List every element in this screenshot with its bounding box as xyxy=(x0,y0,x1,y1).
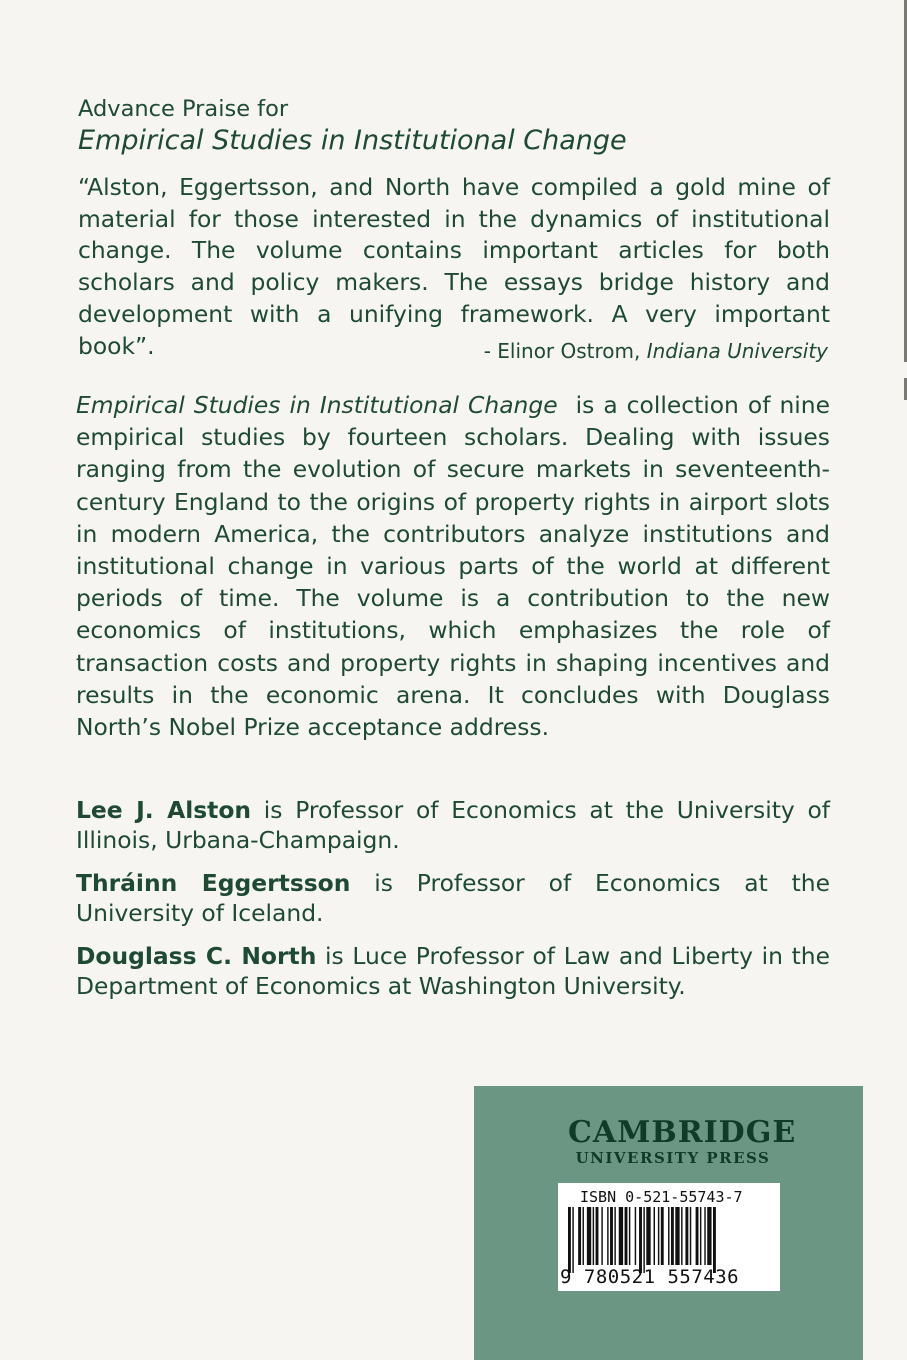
description-title: Empirical Studies in Institutional Change xyxy=(76,391,558,419)
publisher-panel xyxy=(474,1086,863,1360)
barcode-bar xyxy=(661,1207,664,1265)
barcode-bar xyxy=(685,1207,688,1265)
editor-bios xyxy=(76,795,830,1014)
barcode-bar xyxy=(596,1207,599,1265)
barcode-bar xyxy=(700,1207,701,1265)
barcode-bar xyxy=(629,1207,630,1265)
barcode-bar xyxy=(625,1207,628,1265)
editor-bio xyxy=(76,795,830,855)
editor-bio-text: is Luce Professor of Law and Liberty in the Department of Economics at Washington University. xyxy=(76,942,830,1000)
barcode-box xyxy=(558,1183,780,1291)
barcode-bar xyxy=(619,1207,623,1265)
barcode-bar xyxy=(704,1207,705,1265)
barcode-bar xyxy=(635,1207,636,1265)
barcode-bar xyxy=(614,1207,615,1265)
barcode-bar xyxy=(610,1207,613,1265)
publisher-subname: UNIVERSITY PRESS xyxy=(575,1149,771,1167)
barcode-bar xyxy=(646,1207,650,1265)
advance-praise-label: Advance Praise for xyxy=(78,96,289,122)
barcode-bar xyxy=(568,1207,571,1273)
barcode-bar xyxy=(601,1207,602,1265)
ean-number: 9 780521 557436 xyxy=(560,1266,740,1288)
editor-bio xyxy=(76,868,830,928)
endorsement-quote: “Alston, Eggertsson, and North have compiled a gold mine of material for those interested in the dynamics of institutional change. The volume contains important articles for both scholars and policy makers. The essays bridge history and development with a unifying framework. A very important book”. xyxy=(78,173,830,360)
barcode-bar xyxy=(675,1207,679,1265)
barcode-bar xyxy=(707,1207,711,1265)
editor-bio xyxy=(76,941,830,1001)
barcode-bar xyxy=(696,1207,699,1265)
publisher-name: CAMBRIDGE xyxy=(568,1115,797,1150)
quote-attribution xyxy=(484,337,828,365)
barcode-bar xyxy=(578,1207,581,1265)
barcode-bar xyxy=(639,1207,642,1273)
barcode-icon xyxy=(564,1207,774,1273)
editor-bio-text: is Professor of Economics at the University of Illinois, Urbana-Champaign. xyxy=(76,796,830,854)
barcode-bar xyxy=(658,1207,659,1265)
editor-name: Lee J. Alston xyxy=(76,796,252,824)
barcode-bar xyxy=(643,1207,644,1273)
isbn-label: ISBN 0-521-55743-7 xyxy=(580,1188,743,1206)
barcode-bar xyxy=(671,1207,674,1265)
publisher-logo xyxy=(568,1115,797,1167)
praise-heading xyxy=(78,94,838,158)
barcode-bar xyxy=(593,1207,594,1265)
barcode-bar xyxy=(713,1207,716,1273)
editor-bio-text: is Professor of Economics at the University of Iceland. xyxy=(76,869,830,927)
description-body: is a collection of nine empirical studies by fourteen scholars. Dealing with issues ranging from the evolution of secure markets in seventeenth-century England to the origins of property rights in airport slots in modern America, the contributors analyze institutions and institutional change in various parts of the world at different periods of time. The volume is a contribution to the new economics of institutions, which emphasizes the role of transaction costs and property rights in shaping incentives and results in the economic arena. It concludes with Douglass North’s Nobel Prize acceptance address. xyxy=(76,391,830,742)
barcode-bar xyxy=(681,1207,682,1265)
attribution-name: - Elinor Ostrom, xyxy=(483,339,641,363)
barcode-bar xyxy=(668,1207,669,1265)
barcode-bar xyxy=(607,1207,608,1265)
book-title: Empirical Studies in Institutional Change xyxy=(78,125,627,156)
book-description xyxy=(76,389,830,743)
barcode-bar xyxy=(572,1207,573,1273)
barcode-bar xyxy=(654,1207,655,1265)
attribution-affiliation: Indiana University xyxy=(646,339,828,363)
editor-name: Douglass C. North xyxy=(76,942,317,970)
editor-name: Thráinn Eggertsson xyxy=(76,869,351,897)
barcode-bar xyxy=(690,1207,691,1265)
barcode-bar xyxy=(587,1207,591,1265)
barcode-bar xyxy=(583,1207,584,1265)
